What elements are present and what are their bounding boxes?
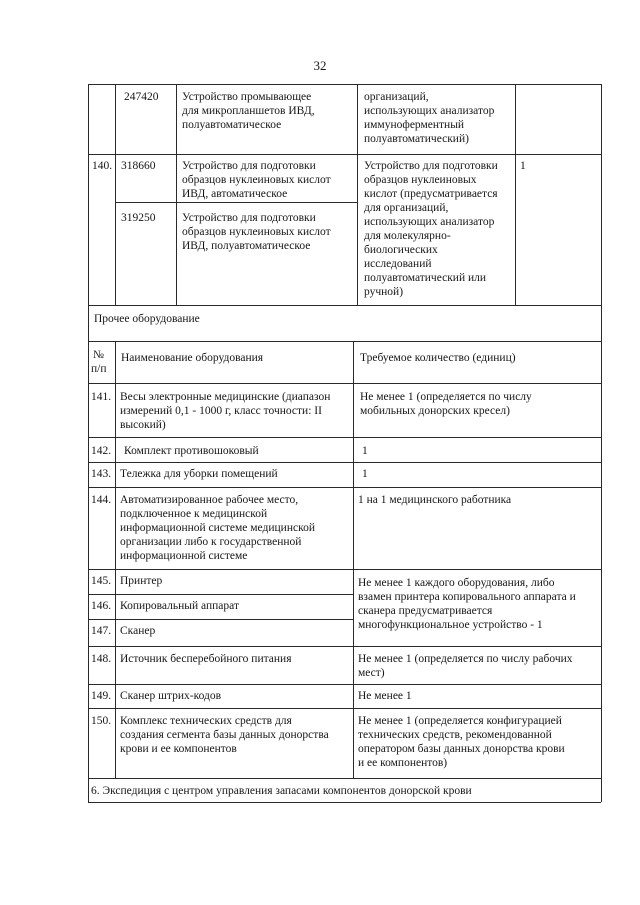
code-319250: 319250	[121, 212, 156, 224]
row-number: 147.	[91, 625, 112, 637]
section-title: Прочее оборудование	[94, 313, 200, 325]
row-name-line: Комплекс технических средств для	[120, 715, 292, 727]
row-qty-line: 1 на 1 медицинского работника	[358, 494, 512, 506]
row-name-line: Автоматизированное рабочее место,	[120, 494, 299, 506]
row-qty-line: технических средств, рекомендованной	[358, 729, 552, 741]
item-name-line: Устройство для подготовки	[182, 160, 316, 172]
row-name-line: подключенное к медицинской	[120, 508, 268, 520]
row-qty-line: Не менее 1 (определяется по числу рабочих	[358, 653, 573, 665]
item-name-line: Устройство промывающее	[182, 91, 312, 103]
item-name-line: для микропланшетов ИВД,	[182, 105, 315, 117]
item-name-line: полуавтоматическое	[182, 119, 282, 131]
row-qty-line: Не менее 1 (определяется по числу	[360, 391, 532, 403]
requirement-line: организаций,	[364, 91, 429, 103]
header-name: Наименование оборудования	[121, 352, 264, 364]
item-name-line: ИВД, полуавтоматическое	[182, 240, 311, 252]
item-name-line: образцов нуклеиновых кислот	[182, 226, 331, 238]
row-name-line: крови и ее компонентов	[120, 743, 237, 755]
quantity-cell: 1	[520, 160, 526, 172]
requirement-line: полуавтоматический или	[364, 272, 487, 284]
row-qty-line: Не менее 1 (определяется конфигурацией	[358, 715, 562, 727]
row-qty-line: мобильных донорских кресел)	[360, 405, 510, 417]
row-name-line: Весы электронные медицинские (диапазон	[120, 391, 331, 403]
requirement-line: иммуноферментный	[364, 119, 465, 131]
row-name-line: Сканер	[120, 625, 156, 637]
item-name-line: Устройство для подготовки	[182, 212, 316, 224]
merged-qty-line: Не менее 1 каждого оборудования, либо	[358, 577, 555, 589]
row-number: 143.	[91, 468, 112, 480]
code-247420: 247420	[124, 91, 159, 103]
requirement-line: ручной)	[364, 286, 404, 298]
requirement-line: использующих анализатор	[364, 105, 495, 117]
requirement-line: Устройство для подготовки	[364, 160, 498, 172]
requirement-line: использующих анализатор	[364, 216, 495, 228]
row-qty-line: и ее компонентов)	[358, 757, 448, 769]
row-name-line: Тележка для уборки помещений	[120, 468, 278, 480]
requirement-line: биологических	[364, 244, 438, 256]
row-qty-line: мест)	[358, 667, 385, 679]
row-qty-line: 1	[362, 445, 368, 457]
footer-section-title: 6. Экспедиция с центром управления запасами компонентов донорской крови	[91, 785, 472, 797]
row-number: 144.	[91, 494, 112, 506]
row-number: 148.	[91, 653, 112, 665]
item-name-line: образцов нуклеиновых кислот	[182, 174, 331, 186]
code-318660: 318660	[121, 160, 156, 172]
header-num: №	[93, 349, 104, 361]
row-number: 145.	[91, 575, 112, 587]
merged-qty-line: многофункциональное устройство - 1	[358, 619, 543, 631]
requirement-line: для молекулярно-	[364, 230, 451, 242]
row-qty-line: 1	[362, 468, 368, 480]
row-name-line: информационной системе	[120, 550, 248, 562]
requirement-line: полуавтоматический)	[364, 133, 469, 145]
page-number: 32	[313, 58, 327, 73]
header-quantity: Требуемое количество (единиц)	[360, 352, 516, 364]
row-name-line: создания сегмента базы данных донорства	[120, 729, 329, 741]
row-name-line: высокий)	[120, 419, 166, 431]
row-number: 141.	[91, 391, 112, 403]
row-name-line: Сканер штрих-кодов	[120, 690, 222, 702]
row-number: 149.	[91, 690, 112, 702]
item-name-line: ИВД, автоматическое	[182, 188, 288, 200]
row-name-line: Принтер	[120, 575, 163, 587]
row-number: 142.	[91, 445, 112, 457]
requirement-line: кислот (предусматривается	[364, 188, 498, 200]
row-name-line: Источник бесперебойного питания	[120, 653, 292, 665]
header-num: п/п	[91, 363, 107, 375]
row-name-line: измерений 0,1 - 1000 г, класс точности: II	[120, 405, 322, 417]
requirement-line: образцов нуклеиновых	[364, 174, 477, 186]
requirement-line: для организаций,	[364, 202, 449, 214]
row-qty-line: Не менее 1	[358, 690, 412, 702]
row-name-line: Копировальный аппарат	[120, 600, 239, 612]
row-number: 146.	[91, 600, 112, 612]
merged-qty-line: сканера предусматривается	[358, 605, 493, 617]
row-number: 150.	[91, 715, 112, 727]
requirement-line: исследований	[364, 258, 432, 270]
row-qty-line: оператором базы данных донорства крови	[358, 743, 565, 755]
row-name-line: Комплект противошоковый	[124, 445, 259, 457]
merged-qty-line: взамен принтера копировального аппарата и	[358, 591, 576, 603]
row-name-line: информационной системе медицинской	[120, 522, 315, 534]
row-number-140: 140.	[92, 160, 113, 172]
row-name-line: организации либо к государственной	[120, 536, 302, 548]
